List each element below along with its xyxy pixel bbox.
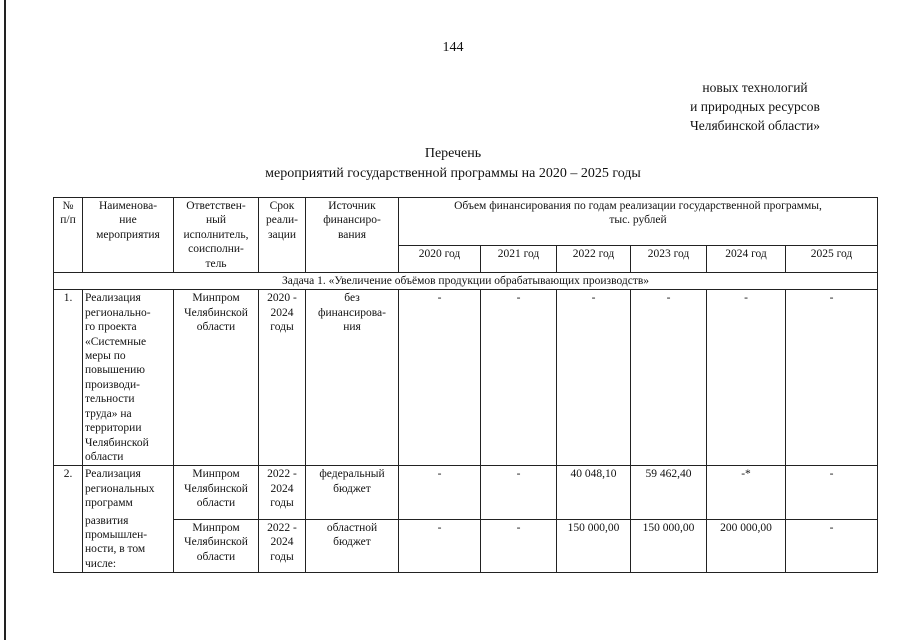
header-responsible: Ответствен- ный исполнитель, соисполни- тель bbox=[174, 198, 259, 273]
row-value-2024: -* bbox=[707, 466, 786, 519]
row-value-2021: - bbox=[481, 519, 557, 572]
document-title bbox=[0, 144, 906, 184]
row-num: 1. bbox=[54, 290, 83, 466]
row-value-2025: - bbox=[786, 466, 878, 519]
header-year: 2022 год bbox=[557, 246, 631, 273]
header-year: 2024 год bbox=[707, 246, 786, 273]
table-row bbox=[54, 519, 878, 572]
header-year: 2021 год bbox=[481, 246, 557, 273]
row-responsible: Минпром Челябинской области bbox=[174, 519, 259, 572]
approval-line: новых технологий bbox=[702, 80, 808, 95]
task-label: Задача 1. «Увеличение объёмов продукции обрабатывающих производств» bbox=[54, 273, 878, 290]
header-year: 2020 год bbox=[399, 246, 481, 273]
row-value-2021: - bbox=[481, 290, 557, 466]
table-row bbox=[54, 466, 878, 519]
row-responsible: Минпром Челябинской области bbox=[174, 466, 259, 519]
row-value-2020: - bbox=[399, 466, 481, 519]
row-value-2023: 59 462,40 bbox=[631, 466, 707, 519]
row-name: Реализация регионально- го проекта «Системные меры по повышению производи- тельности труда» на территории Челябинской области bbox=[83, 290, 174, 466]
row-value-2025: - bbox=[786, 290, 878, 466]
header-source: Источник финансиро- вания bbox=[306, 198, 399, 273]
approval-line: и природных ресурсов bbox=[690, 99, 820, 114]
row-term: 2020 - 2024 годы bbox=[259, 290, 306, 466]
row-responsible: Минпром Челябинской области bbox=[174, 290, 259, 466]
row-value-2022: 40 048,10 bbox=[557, 466, 631, 519]
header-year: 2023 год bbox=[631, 246, 707, 273]
title-line-1: Перечень bbox=[424, 146, 482, 161]
row-value-2020: - bbox=[399, 519, 481, 572]
row-term: 2022 - 2024 годы bbox=[259, 519, 306, 572]
row-value-2020: - bbox=[399, 290, 481, 466]
header-volume: Объем финансирования по годам реализации государственной программы, тыс. рублей bbox=[399, 198, 878, 246]
task-row bbox=[54, 273, 878, 290]
row-value-2021: - bbox=[481, 466, 557, 519]
row-num: 2. bbox=[54, 466, 83, 573]
header-term: Срок реали- зации bbox=[259, 198, 306, 273]
header-year: 2025 год bbox=[786, 246, 878, 273]
row-source: без финансирова- ния bbox=[306, 290, 399, 466]
title-line-2: мероприятий государственной программы на 2020 – 2025 годы bbox=[265, 166, 641, 181]
row-value-2024: - bbox=[707, 290, 786, 466]
row-source: федеральный бюджет bbox=[306, 466, 399, 519]
program-activities-table bbox=[53, 197, 878, 573]
approval-block bbox=[640, 78, 870, 135]
row-name: Реализация региональных программ развития промышлен- ности, в том числе: bbox=[83, 466, 174, 573]
table-row bbox=[54, 290, 878, 466]
row-term: 2022 - 2024 годы bbox=[259, 466, 306, 519]
row-source: областной бюджет bbox=[306, 519, 399, 572]
approval-line: Челябинской области» bbox=[689, 118, 821, 133]
row-value-2024: 200 000,00 bbox=[707, 519, 786, 572]
row-value-2023: - bbox=[631, 290, 707, 466]
row-value-2022: - bbox=[557, 290, 631, 466]
row-value-2023: 150 000,00 bbox=[631, 519, 707, 572]
row-value-2025: - bbox=[786, 519, 878, 572]
page-left-edge bbox=[4, 0, 6, 640]
row-value-2022: 150 000,00 bbox=[557, 519, 631, 572]
page-number: 144 bbox=[442, 40, 464, 55]
table-header-row bbox=[54, 198, 878, 246]
header-num: № п/п bbox=[54, 198, 83, 273]
header-name: Наименова- ние мероприятия bbox=[83, 198, 174, 273]
